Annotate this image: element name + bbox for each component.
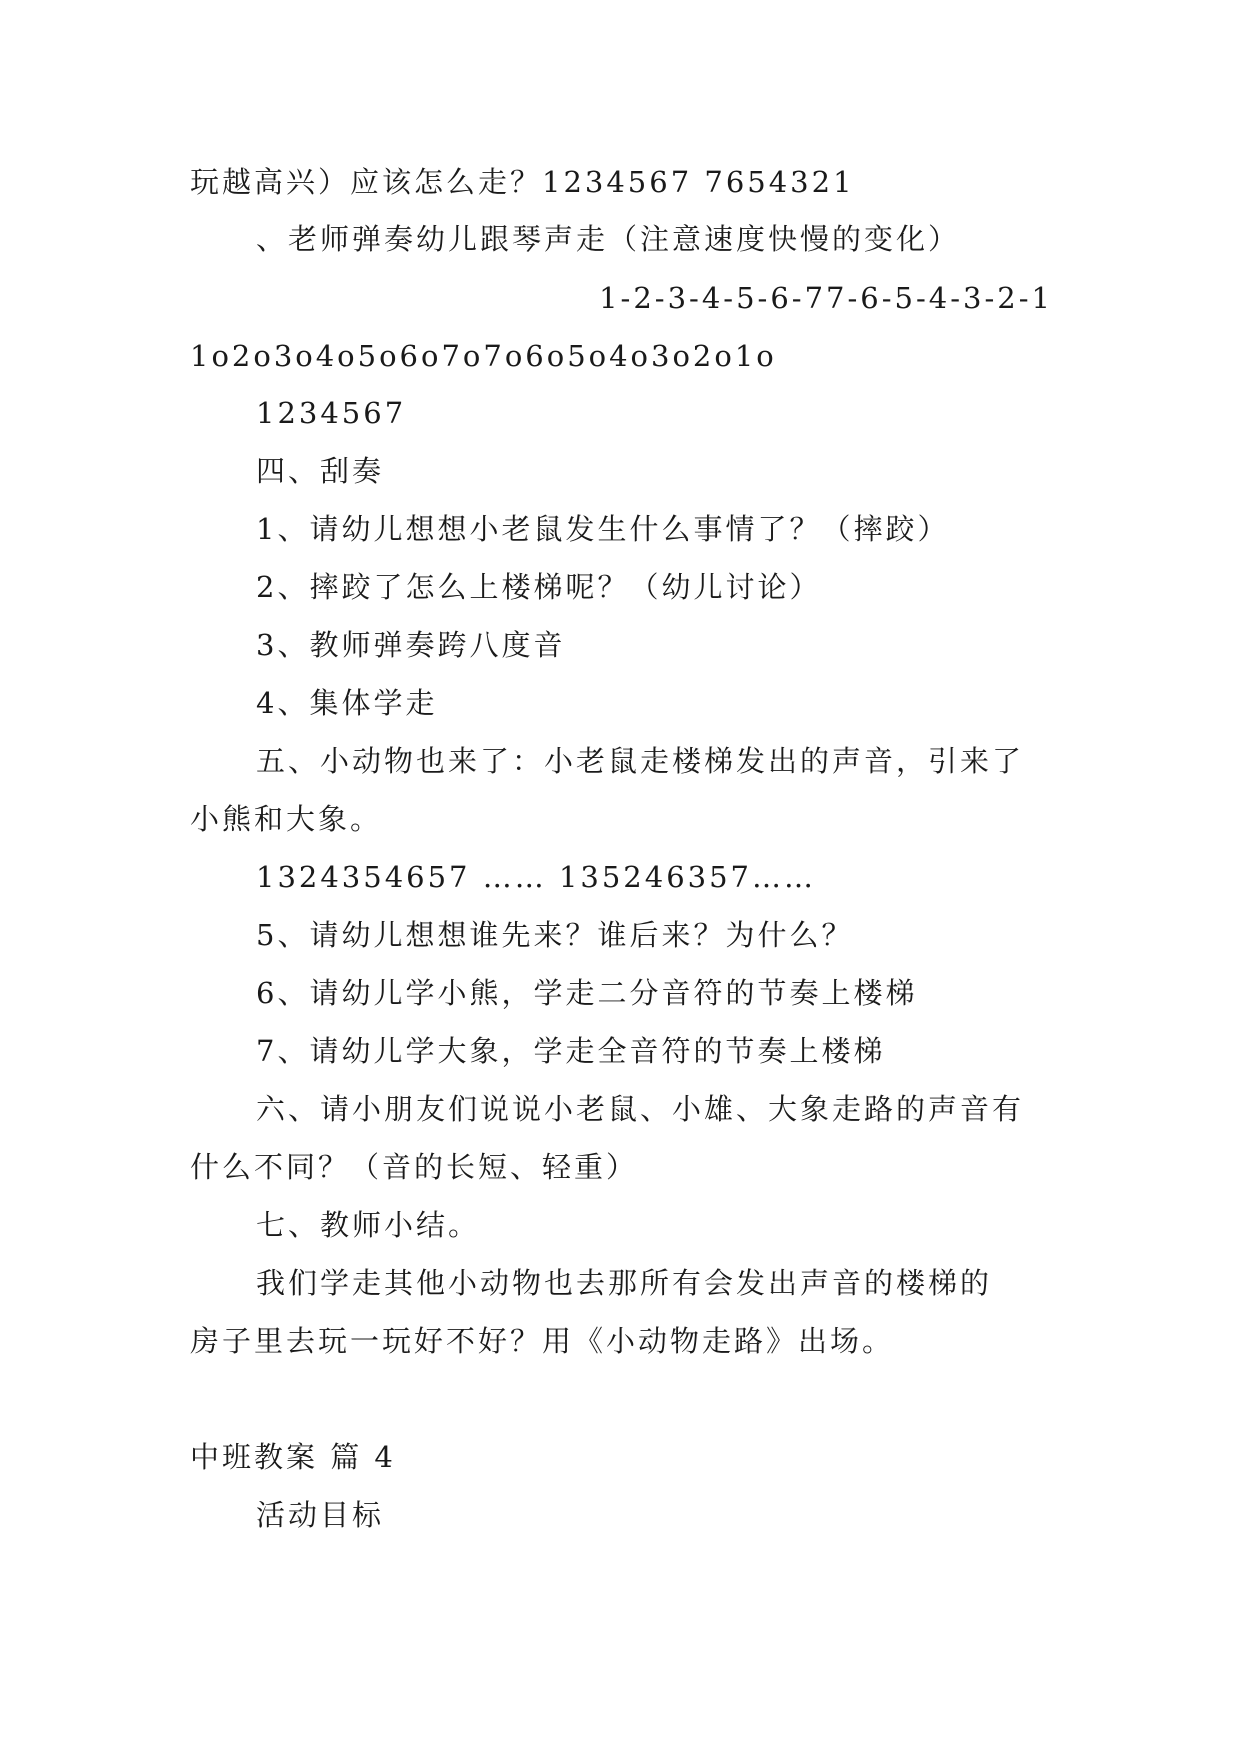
text-line-6: 四、刮奏 [256,454,385,488]
text-line-15: 6、请幼儿学小熊，学走二分音符的节奏上楼梯 [256,976,918,1010]
text-line-16: 7、请幼儿学大象，学走全音符的节奏上楼梯 [256,1034,886,1068]
text-line-8: 2、摔跤了怎么上楼梯呢？（幼儿讨论） [256,570,822,604]
text-line-18: 什么不同？（音的长短、轻重） [190,1150,639,1184]
text-line-4: 1o2o3o4o5o6o7o7o6o5o4o3o2o1o [190,339,777,373]
text-line-17: 六、请小朋友们说说小老鼠、小雄、大象走路的声音有 [256,1092,1025,1126]
text-line-19: 七、教师小结。 [256,1208,481,1242]
text-line-20: 我们学走其他小动物也去那所有会发出声音的楼梯的 [256,1266,993,1300]
text-line-14: 5、请幼儿想想谁先来？谁后来？为什么？ [256,918,854,952]
section-heading: 中班教案 篇 4 [190,1440,396,1474]
text-line-9: 3、教师弹奏跨八度音 [256,628,566,662]
text-line-12: 小熊和大象。 [190,802,383,836]
text-line-10: 4、集体学走 [256,686,438,720]
text-line-13: 1324354657 …… 135246357…… [256,860,816,894]
text-line-1: 玩越高兴）应该怎么走？1234567 7654321 [190,165,855,199]
text-line-21: 房子里去玩一玩好不好？用《小动物走路》出场。 [190,1324,895,1358]
subheading: 活动目标 [256,1498,385,1532]
text-line-11: 五、小动物也来了：小老鼠走楼梯发出的声音，引来了 [256,744,1025,778]
text-line-2: 、老师弹奏幼儿跟琴声走（注意速度快慢的变化） [256,222,961,256]
text-line-7: 1、请幼儿想想小老鼠发生什么事情了？（摔跤） [256,512,950,546]
text-line-3: 1-2-3-4-5-6-77-6-5-4-3-2-1 [599,281,1053,315]
text-line-5: 1234567 [256,396,407,430]
